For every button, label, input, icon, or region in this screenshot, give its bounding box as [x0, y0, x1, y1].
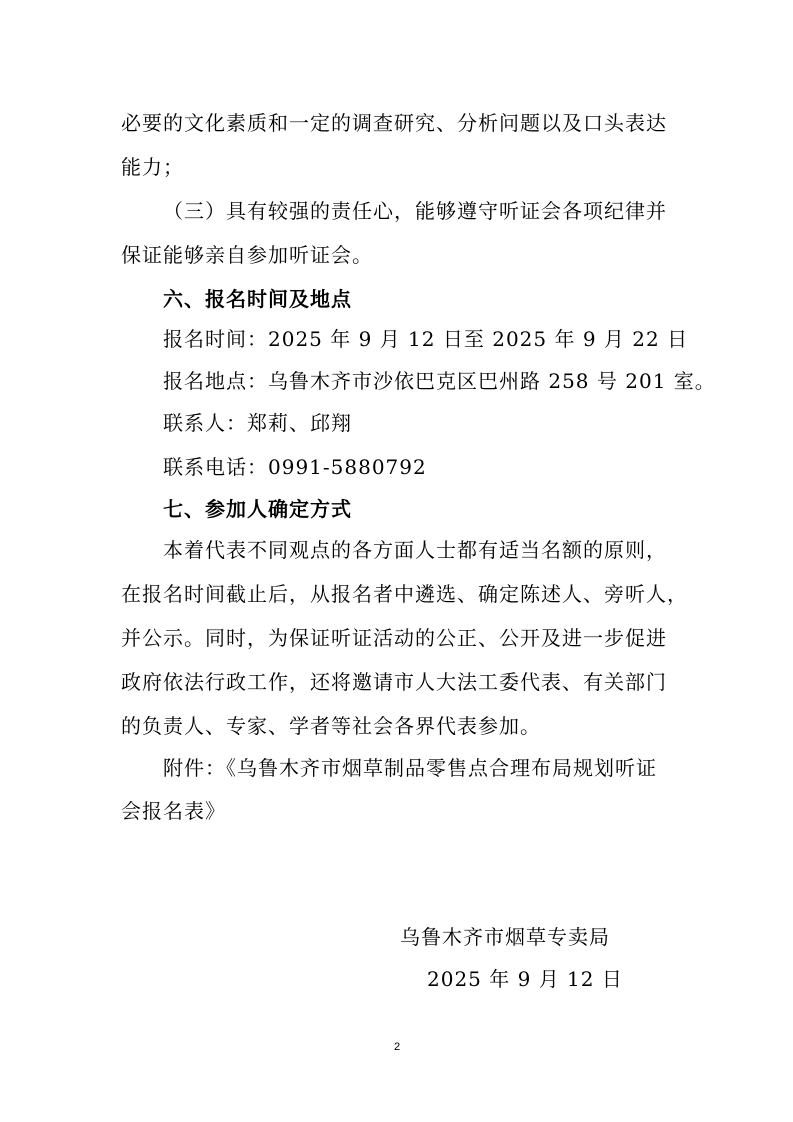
signature-date: 2025 年 9 月 12 日	[427, 967, 623, 991]
contact-persons: 联系人：郑莉、邱翔	[163, 411, 352, 435]
section-7-line-2: 在报名时间截止后，从报名者中遴选、确定陈述人、旁听人，	[121, 582, 688, 606]
page-number: 2	[393, 1041, 401, 1053]
paragraph-2-line-1: （三）具有较强的责任心，能够遵守听证会各项纪律并	[163, 199, 667, 223]
registration-time: 报名时间：2025 年 9 月 12 日至 2025 年 9 月 22 日	[163, 327, 689, 351]
registration-place: 报名地点：乌鲁木齐市沙依巴克区巴州路 258 号 201 室。	[163, 369, 716, 393]
paragraph-1-line-1: 必要的文化素质和一定的调查研究、分析问题以及口头表达	[121, 111, 667, 135]
attachment-line-1: 附件：《乌鲁木齐市烟草制品零售点合理布局规划听证	[163, 756, 657, 780]
section-7-line-3: 并公示。同时，为保证听证活动的公正、公开及进一步促进	[121, 626, 667, 650]
paragraph-2-line-2: 保证能够亲自参加听证会。	[121, 243, 373, 267]
section-7-line-4: 政府依法行政工作，还将邀请市人大法工委代表、有关部门	[121, 670, 667, 694]
paragraph-1-line-2: 能力；	[121, 155, 184, 179]
contact-phone: 联系电话：0991-5880792	[163, 455, 427, 479]
section-7-heading: 七、参加人确定方式	[163, 497, 352, 521]
section-7-line-5: 的负责人、专家、学者等社会各界代表参加。	[121, 714, 541, 738]
attachment-line-2: 会报名表》	[121, 799, 226, 823]
signature-organization: 乌鲁木齐市烟草专卖局	[400, 925, 610, 949]
section-6-heading: 六、报名时间及地点	[163, 287, 352, 311]
section-7-line-1: 本着代表不同观点的各方面人士都有适当名额的原则，	[163, 538, 667, 562]
